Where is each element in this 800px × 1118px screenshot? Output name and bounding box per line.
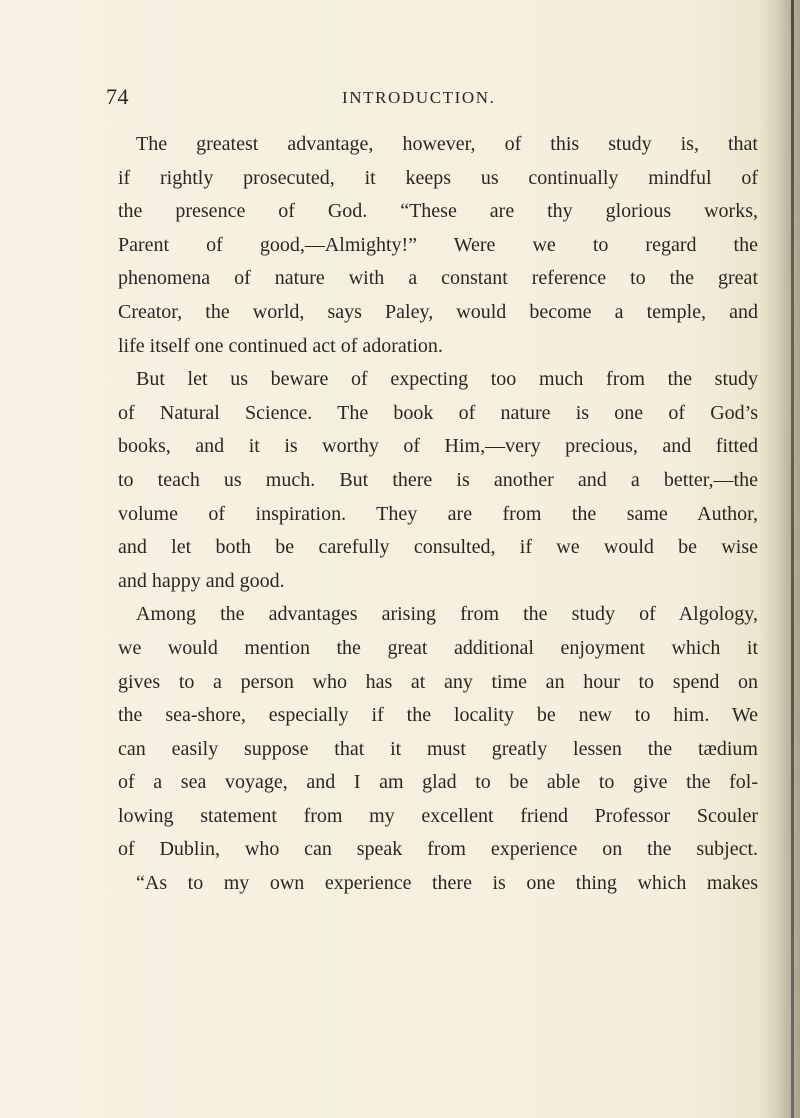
text-line: of Natural Science. The book of nature is one of God’s bbox=[118, 401, 758, 424]
running-head: INTRODUCTION. bbox=[342, 88, 496, 107]
text-line: we would mention the great additional enjoyment which it bbox=[118, 636, 758, 659]
text-line: “As to my own experience there is one thing which makes bbox=[136, 872, 758, 895]
text-line: can easily suppose that it must greatly lessen the tædium bbox=[118, 737, 758, 760]
text-line: life itself one continued act of adoration. bbox=[118, 334, 443, 357]
text-line: if rightly prosecuted, it keeps us continually mindful of bbox=[118, 166, 758, 189]
body-text bbox=[118, 128, 758, 901]
binding-edge bbox=[791, 0, 794, 1118]
text-line: and happy and good. bbox=[118, 569, 285, 592]
text-line: Parent of good,—Almighty!” Were we to regard the bbox=[118, 233, 758, 256]
text-line: the presence of God. “These are thy glorious works, bbox=[118, 200, 758, 223]
text-line: But let us beware of expecting too much from the study bbox=[136, 368, 758, 391]
text-line: lowing statement from my excellent friend Professor Scouler bbox=[118, 804, 758, 827]
text-line: volume of inspiration. They are from the same Author, bbox=[118, 502, 758, 525]
text-line: of Dublin, who can speak from experience on the subject. bbox=[118, 838, 758, 861]
text-line: gives to a person who has at any time an hour to spend on bbox=[118, 670, 758, 693]
text-line: and let both be carefully consulted, if we would be wise bbox=[118, 536, 758, 559]
text-line: Among the advantages arising from the study of Algology, bbox=[136, 603, 758, 626]
text-line: the sea-shore, especially if the locality be new to him. We bbox=[118, 704, 758, 727]
text-line: books, and it is worthy of Him,—very precious, and fitted bbox=[118, 435, 758, 458]
page-number: 74 bbox=[106, 84, 129, 109]
text-line: to teach us much. But there is another and a better,—the bbox=[118, 468, 758, 491]
text-line: Creator, the world, says Paley, would become a temple, and bbox=[118, 300, 758, 323]
text-line: The greatest advantage, however, of this study is, that bbox=[136, 133, 758, 155]
page-header bbox=[0, 84, 800, 114]
text-line: of a sea voyage, and I am glad to be able to give the fol- bbox=[118, 771, 758, 794]
text-line: phenomena of nature with a constant reference to the great bbox=[118, 267, 758, 290]
